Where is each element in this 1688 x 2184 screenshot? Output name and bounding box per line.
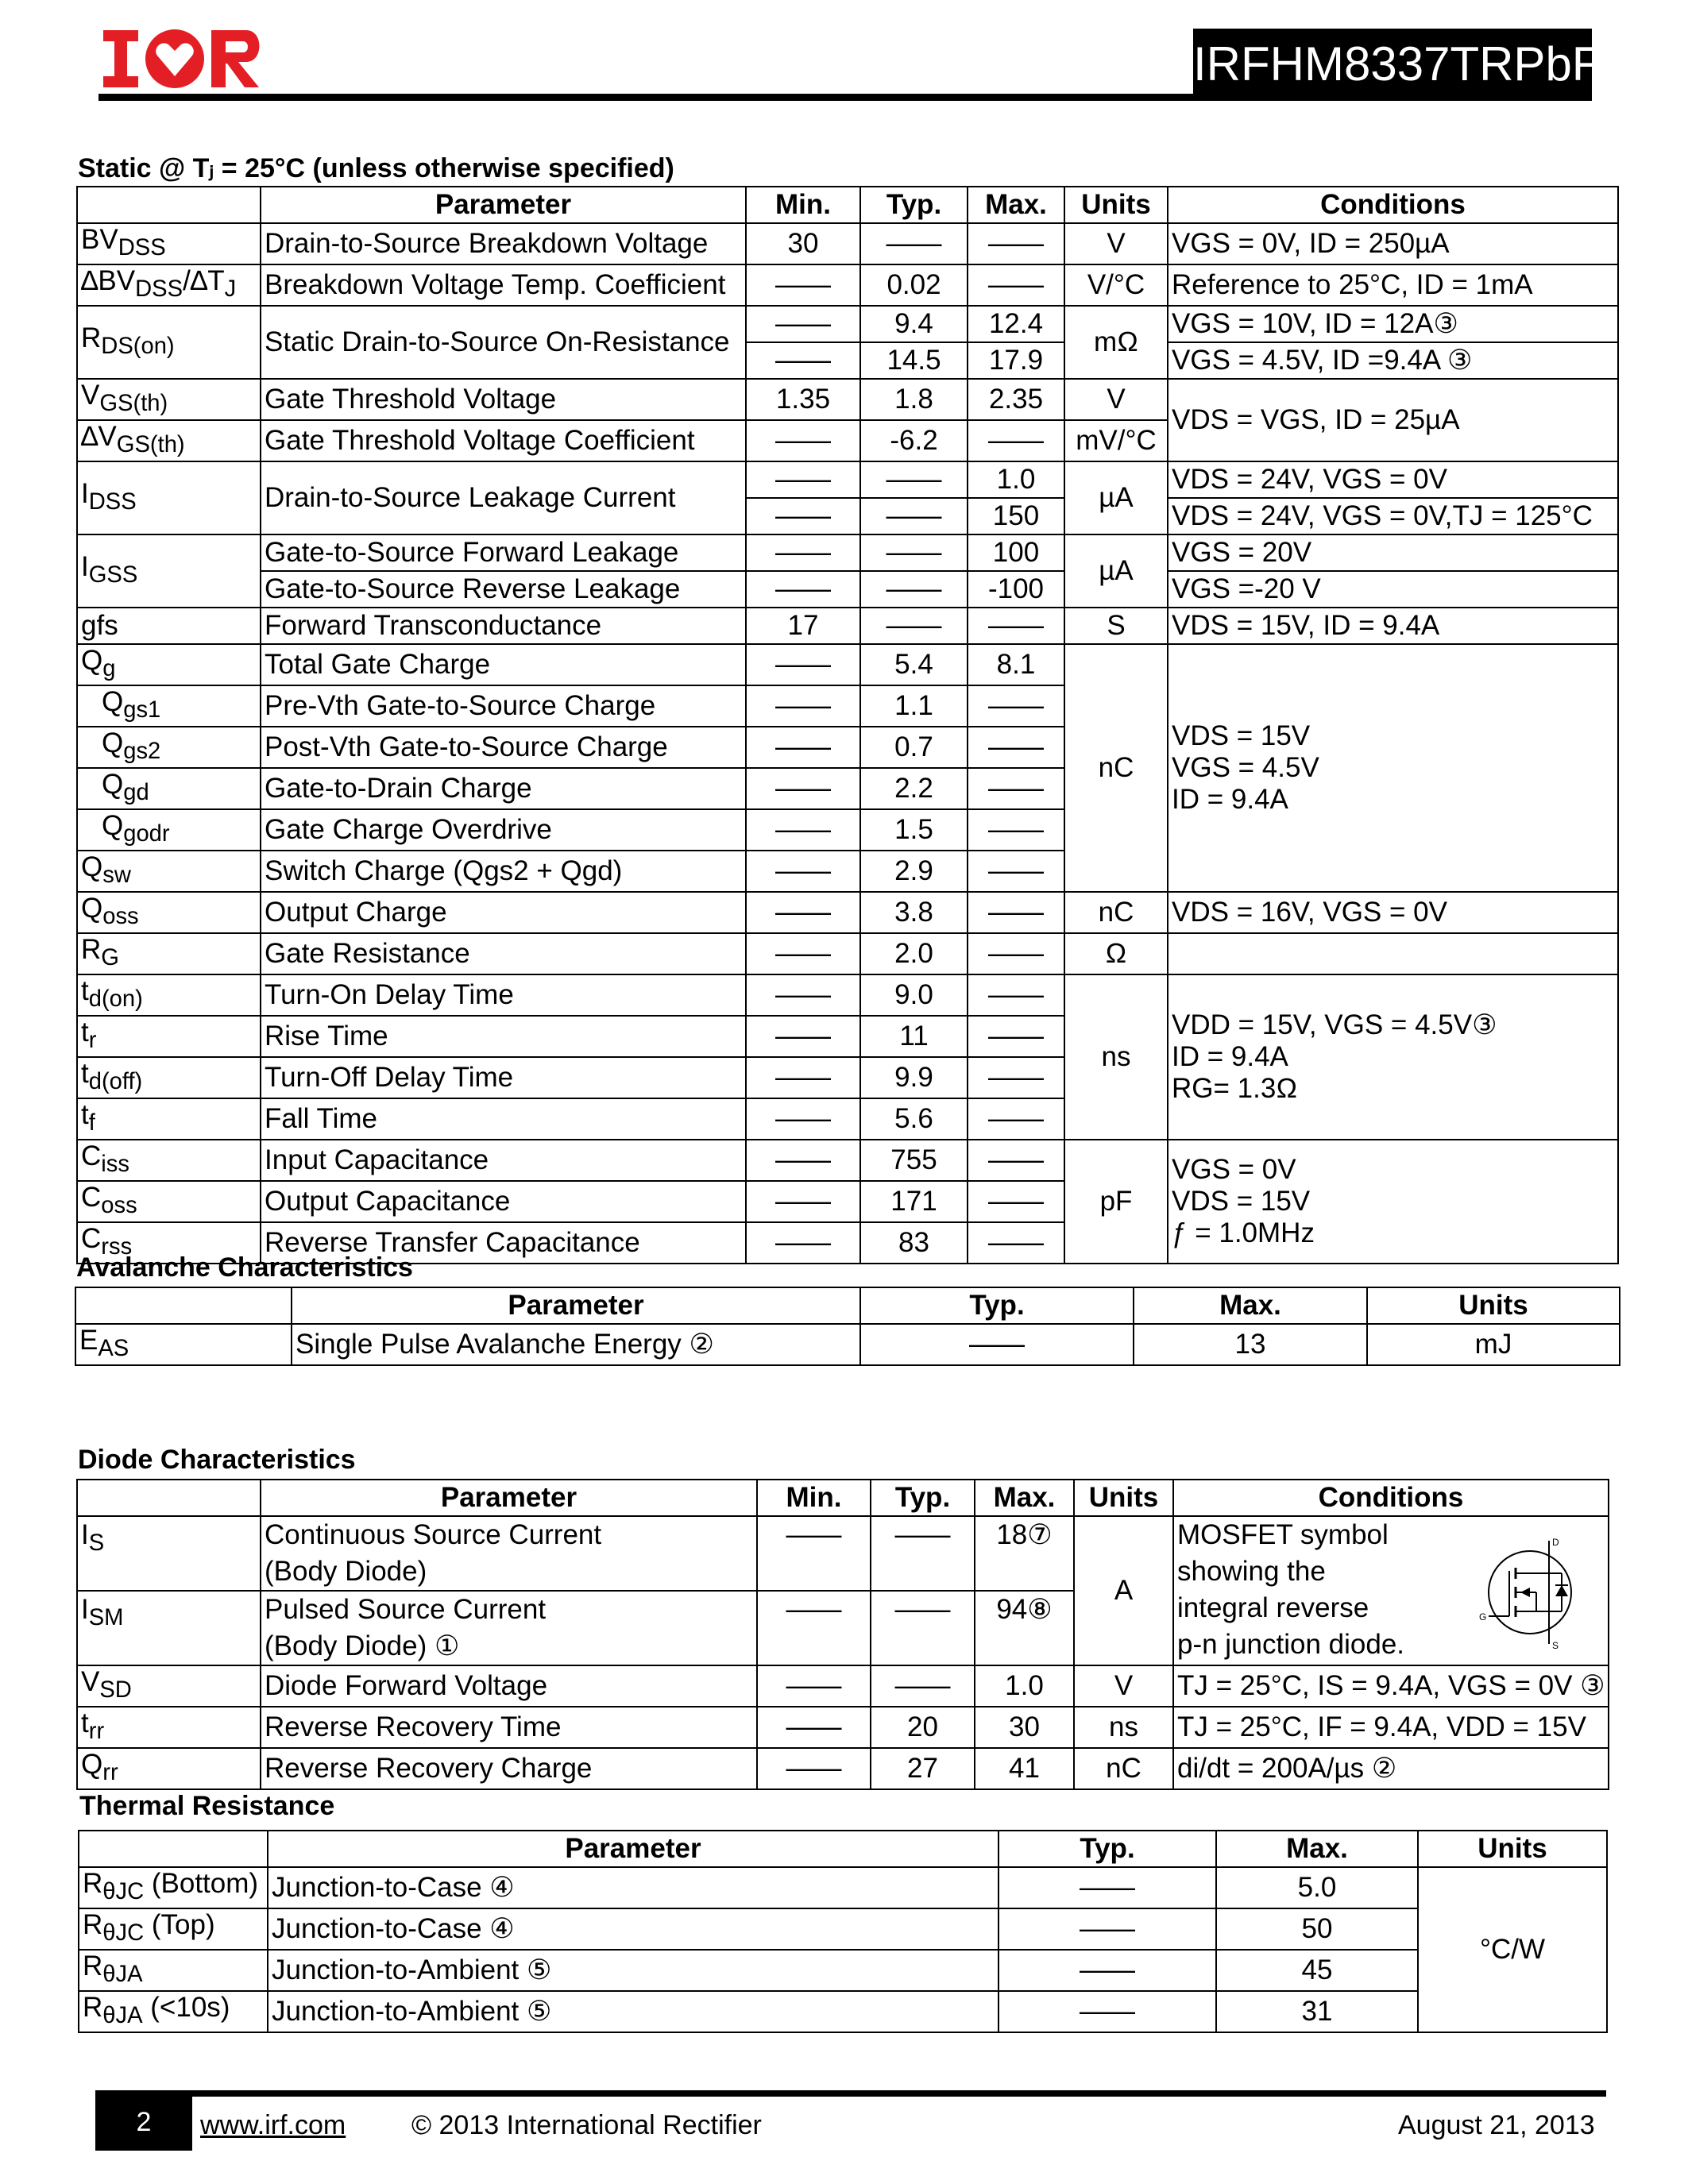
parameter-cell: Gate-to-Drain Charge bbox=[261, 768, 746, 809]
max-cell: —— bbox=[968, 933, 1064, 974]
min-cell: —— bbox=[746, 264, 860, 306]
units-cell: µA bbox=[1064, 534, 1168, 608]
parameter-cell: Reverse Recovery Time bbox=[261, 1707, 757, 1748]
symbol-cell: $I_S$ bbox=[77, 1516, 261, 1591]
units-cell: S bbox=[1064, 608, 1168, 644]
min-cell: —— bbox=[746, 644, 860, 685]
symbol-cell: $Q_{sw}$ bbox=[77, 851, 261, 892]
header-typ: Typ. bbox=[999, 1831, 1216, 1867]
min-cell: —— bbox=[746, 1098, 860, 1140]
table-row bbox=[77, 379, 1618, 420]
symbol-cell: $t_{d(on)}$ bbox=[77, 974, 261, 1016]
max-cell: —— bbox=[968, 809, 1064, 851]
max-cell: 30 bbox=[975, 1707, 1074, 1748]
conditions-cell: VGS = 0V VDS = 15V ƒ = 1.0MHz bbox=[1168, 1140, 1618, 1264]
avalanche-title: Avalanche Characteristics bbox=[76, 1252, 413, 1283]
min-cell: —— bbox=[746, 933, 860, 974]
units-cell: nC bbox=[1064, 644, 1168, 892]
parameter-cell: Turn-Off Delay Time bbox=[261, 1057, 746, 1098]
min-cell: —— bbox=[746, 342, 860, 379]
typ-cell: 9.0 bbox=[860, 974, 968, 1016]
symbol-cell: $Q_{gd}$ bbox=[77, 768, 261, 809]
header-symbol bbox=[75, 1287, 292, 1324]
min-cell: —— bbox=[746, 851, 860, 892]
parameter-cell: Gate Threshold Voltage Coefficient bbox=[261, 420, 746, 461]
table-row bbox=[79, 1991, 1607, 2032]
min-cell: —— bbox=[746, 974, 860, 1016]
parameter-cell: Gate Threshold Voltage bbox=[261, 379, 746, 420]
max-cell: —— bbox=[968, 420, 1064, 461]
header-parameter: Parameter bbox=[261, 187, 746, 223]
parameter-cell: Output Capacitance bbox=[261, 1181, 746, 1222]
max-cell: —— bbox=[968, 1222, 1064, 1264]
typ-cell: 20 bbox=[871, 1707, 975, 1748]
symbol-cell: $V_{SD}$ bbox=[77, 1665, 261, 1707]
parameter-cell: Input Capacitance bbox=[261, 1140, 746, 1181]
conditions-cell: Reference to 25°C, ID = 1mA bbox=[1168, 264, 1618, 306]
symbol-cell: $C_{rss}$ bbox=[77, 1222, 261, 1264]
typ-cell: —— bbox=[860, 498, 968, 534]
min-cell: —— bbox=[746, 1057, 860, 1098]
table-row bbox=[77, 306, 1618, 342]
header-typ: Typ. bbox=[860, 187, 968, 223]
symbol-cell: $V_{GS(th)}$ bbox=[77, 379, 261, 420]
typ-cell: —— bbox=[860, 608, 968, 644]
min-cell: —— bbox=[746, 1181, 860, 1222]
parameter-cell: Gate Resistance bbox=[261, 933, 746, 974]
parameter-cell: Gate-to-Source Reverse Leakage bbox=[261, 571, 746, 608]
source-label: S bbox=[1552, 1640, 1559, 1651]
max-cell: 1.0 bbox=[968, 461, 1064, 498]
table-row bbox=[77, 1140, 1618, 1181]
parameter-cell: Output Charge bbox=[261, 892, 746, 933]
conditions-cell: VDS = 15V, ID = 9.4A bbox=[1168, 608, 1618, 644]
max-cell: 45 bbox=[1216, 1950, 1418, 1991]
table-row bbox=[77, 1516, 1609, 1591]
typ-cell: —— bbox=[999, 1867, 1216, 1908]
footer-copyright: © 2013 International Rectifier bbox=[411, 2110, 762, 2140]
conditions-cell: VGS =-20 V bbox=[1168, 571, 1618, 608]
typ-cell: 0.7 bbox=[860, 727, 968, 768]
symbol-cell: $t_f$ bbox=[77, 1098, 261, 1140]
header-min: Min. bbox=[757, 1480, 871, 1516]
units-cell: mJ bbox=[1367, 1324, 1620, 1365]
max-cell: —— bbox=[968, 1181, 1064, 1222]
conditions-cell: VDD = 15V, VGS = 4.5V③ ID = 9.4A RG= 1.3Ω bbox=[1168, 974, 1618, 1140]
min-cell: —— bbox=[746, 306, 860, 342]
symbol-cell: $R_{\theta JC}$ (Bottom) bbox=[79, 1867, 268, 1908]
parameter-cell: Forward Transconductance bbox=[261, 608, 746, 644]
parameter-cell: Junction-to-Ambient ⑤ bbox=[268, 1991, 999, 2032]
mosfet-symbol-icon bbox=[1473, 1533, 1584, 1652]
symbol-cell: $\Delta V_{GS(th)}$ bbox=[77, 420, 261, 461]
min-cell: —— bbox=[746, 461, 860, 498]
max-cell: -100 bbox=[968, 571, 1064, 608]
gate-label: G bbox=[1479, 1611, 1487, 1623]
parameter-cell: Pre-Vth Gate-to-Source Charge bbox=[261, 685, 746, 727]
parameter-cell: Continuous Source Current (Body Diode) bbox=[261, 1516, 757, 1591]
max-cell: 13 bbox=[1134, 1324, 1367, 1365]
conditions-cell bbox=[1173, 1516, 1609, 1665]
units-cell: nC bbox=[1074, 1748, 1173, 1789]
typ-cell: 1.1 bbox=[860, 685, 968, 727]
typ-cell: 5.4 bbox=[860, 644, 968, 685]
typ-cell: 171 bbox=[860, 1181, 968, 1222]
parameter-cell: Gate-to-Source Forward Leakage bbox=[261, 534, 746, 571]
header-parameter: Parameter bbox=[268, 1831, 999, 1867]
symbol-cell: $Q_{godr}$ bbox=[77, 809, 261, 851]
table-row bbox=[77, 1748, 1609, 1789]
conditions-cell: VGS = 4.5V, ID =9.4A ③ bbox=[1168, 342, 1618, 379]
min-cell: —— bbox=[746, 1016, 860, 1057]
units-cell: V bbox=[1064, 379, 1168, 420]
table-row bbox=[77, 534, 1618, 571]
conditions-cell: TJ = 25°C, IS = 9.4A, VGS = 0V ③ bbox=[1173, 1665, 1609, 1707]
max-cell: —— bbox=[968, 1057, 1064, 1098]
header-conditions: Conditions bbox=[1173, 1480, 1609, 1516]
max-cell: 94⑧ bbox=[975, 1591, 1074, 1665]
typ-cell: —— bbox=[860, 223, 968, 264]
symbol-cell: $E_{AS}$ bbox=[75, 1324, 292, 1365]
min-cell: 30 bbox=[746, 223, 860, 264]
max-cell: 41 bbox=[975, 1748, 1074, 1789]
table-row bbox=[77, 1707, 1609, 1748]
header-units: Units bbox=[1418, 1831, 1607, 1867]
typ-cell: 2.9 bbox=[860, 851, 968, 892]
max-cell: —— bbox=[968, 1016, 1064, 1057]
units-cell: V/°C bbox=[1064, 264, 1168, 306]
drain-label: D bbox=[1552, 1537, 1559, 1548]
header-max: Max. bbox=[1134, 1287, 1367, 1324]
min-cell: —— bbox=[746, 571, 860, 608]
parameter-cell: Breakdown Voltage Temp. Coefficient bbox=[261, 264, 746, 306]
diode-header-row bbox=[77, 1480, 1609, 1516]
max-cell: —— bbox=[968, 974, 1064, 1016]
min-cell: —— bbox=[757, 1707, 871, 1748]
typ-cell: —— bbox=[999, 1908, 1216, 1950]
header-max: Max. bbox=[968, 187, 1064, 223]
max-cell: —— bbox=[968, 608, 1064, 644]
conditions-cell: VDS = VGS, ID = 25µA bbox=[1168, 379, 1618, 461]
symbol-cell: $Q_{gs2}$ bbox=[77, 727, 261, 768]
max-cell: 17.9 bbox=[968, 342, 1064, 379]
parameter-cell: Total Gate Charge bbox=[261, 644, 746, 685]
max-cell: 1.0 bbox=[975, 1665, 1074, 1707]
header-units: Units bbox=[1064, 187, 1168, 223]
conditions-cell: VGS = 20V bbox=[1168, 534, 1618, 571]
max-cell: —— bbox=[968, 851, 1064, 892]
conditions-cell bbox=[1168, 933, 1618, 974]
parameter-cell: Turn-On Delay Time bbox=[261, 974, 746, 1016]
table-row bbox=[77, 1665, 1609, 1707]
symbol-cell: $\Delta BV_{DSS}/\Delta T_J$ bbox=[77, 264, 261, 306]
footer-url-link[interactable]: www.irf.com bbox=[200, 2110, 346, 2140]
typ-cell: 27 bbox=[871, 1748, 975, 1789]
symbol-cell: $Q_g$ bbox=[77, 644, 261, 685]
static-table bbox=[76, 186, 1619, 1264]
units-cell: V bbox=[1064, 223, 1168, 264]
parameter-cell: Post-Vth Gate-to-Source Charge bbox=[261, 727, 746, 768]
static-header-row bbox=[77, 187, 1618, 223]
table-row bbox=[77, 608, 1618, 644]
min-cell: 17 bbox=[746, 608, 860, 644]
table-row bbox=[77, 264, 1618, 306]
header-parameter: Parameter bbox=[292, 1287, 860, 1324]
avalanche-header-row bbox=[75, 1287, 1620, 1324]
units-cell: pF bbox=[1064, 1140, 1168, 1264]
min-cell: —— bbox=[757, 1591, 871, 1665]
max-cell: —— bbox=[968, 768, 1064, 809]
conditions-cell: VDS = 24V, VGS = 0V bbox=[1168, 461, 1618, 498]
table-row bbox=[77, 933, 1618, 974]
max-cell: —— bbox=[968, 892, 1064, 933]
symbol-cell: $t_r$ bbox=[77, 1016, 261, 1057]
typ-cell: —— bbox=[999, 1991, 1216, 2032]
units-cell: °C/W bbox=[1418, 1867, 1607, 2032]
header-units: Units bbox=[1074, 1480, 1173, 1516]
symbol-cell: $C_{iss}$ bbox=[77, 1140, 261, 1181]
typ-cell: —— bbox=[871, 1516, 975, 1591]
table-row bbox=[77, 974, 1618, 1016]
parameter-cell: Rise Time bbox=[261, 1016, 746, 1057]
symbol-cell: $Q_{gs1}$ bbox=[77, 685, 261, 727]
typ-cell: 9.9 bbox=[860, 1057, 968, 1098]
symbol-cell: $R_{\theta JC}$ (Top) bbox=[79, 1908, 268, 1950]
units-cell: ns bbox=[1074, 1707, 1173, 1748]
typ-cell: —— bbox=[860, 571, 968, 608]
typ-cell: —— bbox=[860, 534, 968, 571]
typ-cell: —— bbox=[860, 1324, 1134, 1365]
header-min: Min. bbox=[746, 187, 860, 223]
typ-cell: 2.0 bbox=[860, 933, 968, 974]
max-cell: 31 bbox=[1216, 1991, 1418, 2032]
max-cell: —— bbox=[968, 685, 1064, 727]
min-cell: —— bbox=[757, 1665, 871, 1707]
header-parameter: Parameter bbox=[261, 1480, 757, 1516]
conditions-cell: VDS = 15V VGS = 4.5V ID = 9.4A bbox=[1168, 644, 1618, 892]
table-row bbox=[77, 223, 1618, 264]
conditions-cell: di/dt = 200A/µs ② bbox=[1173, 1748, 1609, 1789]
thermal-table bbox=[78, 1830, 1608, 2033]
header-typ: Typ. bbox=[860, 1287, 1134, 1324]
typ-cell: 2.2 bbox=[860, 768, 968, 809]
parameter-cell: Gate Charge Overdrive bbox=[261, 809, 746, 851]
max-cell: —— bbox=[968, 727, 1064, 768]
max-cell: 12.4 bbox=[968, 306, 1064, 342]
units-cell: mΩ bbox=[1064, 306, 1168, 379]
max-cell: 5.0 bbox=[1216, 1867, 1418, 1908]
table-row bbox=[77, 461, 1618, 498]
min-cell: —— bbox=[746, 534, 860, 571]
ior-logo bbox=[102, 27, 268, 91]
max-cell: 150 bbox=[968, 498, 1064, 534]
static-title: Static @ Tⱼ = 25°C (unless otherwise specified) bbox=[78, 153, 674, 183]
units-cell: nC bbox=[1064, 892, 1168, 933]
max-cell: —— bbox=[968, 264, 1064, 306]
conditions-cell: VDS = 24V, VGS = 0V,TJ = 125°C bbox=[1168, 498, 1618, 534]
table-row bbox=[77, 892, 1618, 933]
max-cell: 2.35 bbox=[968, 379, 1064, 420]
conditions-cell: TJ = 25°C, IF = 9.4A, VDD = 15V bbox=[1173, 1707, 1609, 1748]
table-row bbox=[79, 1908, 1607, 1950]
typ-cell: 0.02 bbox=[860, 264, 968, 306]
min-cell: —— bbox=[746, 685, 860, 727]
table-row bbox=[79, 1950, 1607, 1991]
max-cell: —— bbox=[968, 1140, 1064, 1181]
max-cell: —— bbox=[968, 1098, 1064, 1140]
parameter-cell: Static Drain-to-Source On-Resistance bbox=[261, 306, 746, 379]
header-conditions: Conditions bbox=[1168, 187, 1618, 223]
typ-cell: 755 bbox=[860, 1140, 968, 1181]
min-cell: —— bbox=[746, 498, 860, 534]
diode-title: Diode Characteristics bbox=[78, 1445, 356, 1475]
units-cell: µA bbox=[1064, 461, 1168, 534]
min-cell: —— bbox=[746, 1140, 860, 1181]
symbol-cell: $I_{GSS}$ bbox=[77, 534, 261, 608]
table-row bbox=[77, 644, 1618, 685]
min-cell: —— bbox=[746, 892, 860, 933]
part-number: IRFHM8337TRPbF bbox=[1193, 29, 1592, 100]
typ-cell: 1.8 bbox=[860, 379, 968, 420]
symbol-cell: $I_{DSS}$ bbox=[77, 461, 261, 534]
table-row bbox=[79, 1867, 1607, 1908]
max-cell: 8.1 bbox=[968, 644, 1064, 685]
parameter-cell: Single Pulse Avalanche Energy ② bbox=[292, 1324, 860, 1365]
min-cell: 1.35 bbox=[746, 379, 860, 420]
diode-table bbox=[76, 1479, 1609, 1790]
parameter-cell: Junction-to-Ambient ⑤ bbox=[268, 1950, 999, 1991]
min-cell: —— bbox=[757, 1748, 871, 1789]
thermal-title: Thermal Resistance bbox=[79, 1791, 335, 1821]
conditions-cell: VDS = 16V, VGS = 0V bbox=[1168, 892, 1618, 933]
symbol-cell: $Q_{oss}$ bbox=[77, 892, 261, 933]
parameter-cell: Fall Time bbox=[261, 1098, 746, 1140]
symbol-cell: $R_{\theta JA}$ bbox=[79, 1950, 268, 1991]
parameter-cell: Drain-to-Source Leakage Current bbox=[261, 461, 746, 534]
conditions-cell: VGS = 0V, ID = 250µA bbox=[1168, 223, 1618, 264]
header-max: Max. bbox=[975, 1480, 1074, 1516]
typ-cell: 11 bbox=[860, 1016, 968, 1057]
header-symbol bbox=[77, 1480, 261, 1516]
typ-cell: 5.6 bbox=[860, 1098, 968, 1140]
min-cell: —— bbox=[746, 420, 860, 461]
min-cell: —— bbox=[746, 809, 860, 851]
parameter-cell: Reverse Transfer Capacitance bbox=[261, 1222, 746, 1264]
typ-cell: -6.2 bbox=[860, 420, 968, 461]
typ-cell: 3.8 bbox=[860, 892, 968, 933]
symbol-cell: gfs bbox=[77, 608, 261, 644]
min-cell: —— bbox=[757, 1516, 871, 1591]
header-units: Units bbox=[1367, 1287, 1620, 1324]
typ-cell: 9.4 bbox=[860, 306, 968, 342]
parameter-cell: Junction-to-Case ④ bbox=[268, 1908, 999, 1950]
typ-cell: —— bbox=[871, 1591, 975, 1665]
header-rule bbox=[98, 94, 1592, 101]
parameter-cell: Pulsed Source Current (Body Diode) ① bbox=[261, 1591, 757, 1665]
max-cell: —— bbox=[968, 223, 1064, 264]
table-row bbox=[75, 1324, 1620, 1365]
symbol-cell: $R_{\theta JA}$ (<10s) bbox=[79, 1991, 268, 2032]
units-cell: A bbox=[1074, 1516, 1173, 1665]
header-symbol bbox=[77, 187, 261, 223]
symbol-cell: $BV_{DSS}$ bbox=[77, 223, 261, 264]
units-cell: V bbox=[1074, 1665, 1173, 1707]
table-row bbox=[77, 571, 1618, 608]
symbol-cell: $R_G$ bbox=[77, 933, 261, 974]
symbol-cell: $t_{rr}$ bbox=[77, 1707, 261, 1748]
typ-cell: 83 bbox=[860, 1222, 968, 1264]
max-cell: 18⑦ bbox=[975, 1516, 1074, 1591]
parameter-cell: Drain-to-Source Breakdown Voltage bbox=[261, 223, 746, 264]
symbol-cell: $t_{d(off)}$ bbox=[77, 1057, 261, 1098]
units-cell: Ω bbox=[1064, 933, 1168, 974]
max-cell: 50 bbox=[1216, 1908, 1418, 1950]
parameter-cell: Diode Forward Voltage bbox=[261, 1665, 757, 1707]
symbol-cell: $Q_{rr}$ bbox=[77, 1748, 261, 1789]
symbol-cell: $I_{SM}$ bbox=[77, 1591, 261, 1665]
header-symbol bbox=[79, 1831, 268, 1867]
header-max: Max. bbox=[1216, 1831, 1418, 1867]
parameter-cell: Reverse Recovery Charge bbox=[261, 1748, 757, 1789]
avalanche-table bbox=[75, 1287, 1620, 1366]
units-cell: ns bbox=[1064, 974, 1168, 1140]
parameter-cell: Junction-to-Case ④ bbox=[268, 1867, 999, 1908]
mosfet-symbol-caption: MOSFET symbol showing the integral reverse p-n junction diode. bbox=[1177, 1519, 1405, 1660]
units-cell: mV/°C bbox=[1064, 420, 1168, 461]
symbol-cell: $R_{DS(on)}$ bbox=[77, 306, 261, 379]
footer-date: August 21, 2013 bbox=[1398, 2110, 1595, 2140]
max-cell: 100 bbox=[968, 534, 1064, 571]
min-cell: —— bbox=[746, 1222, 860, 1264]
page-number: 2 bbox=[95, 2093, 192, 2151]
thermal-header-row bbox=[79, 1831, 1607, 1867]
footer-rule bbox=[95, 2090, 1606, 2097]
min-cell: —— bbox=[746, 727, 860, 768]
typ-cell: —— bbox=[999, 1950, 1216, 1991]
conditions-cell: VGS = 10V, ID = 12A③ bbox=[1168, 306, 1618, 342]
min-cell: —— bbox=[746, 768, 860, 809]
typ-cell: —— bbox=[871, 1665, 975, 1707]
typ-cell: 1.5 bbox=[860, 809, 968, 851]
typ-cell: —— bbox=[860, 461, 968, 498]
parameter-cell: Switch Charge (Qgs2 + Qgd) bbox=[261, 851, 746, 892]
typ-cell: 14.5 bbox=[860, 342, 968, 379]
symbol-cell: $C_{oss}$ bbox=[77, 1181, 261, 1222]
header-typ: Typ. bbox=[871, 1480, 975, 1516]
